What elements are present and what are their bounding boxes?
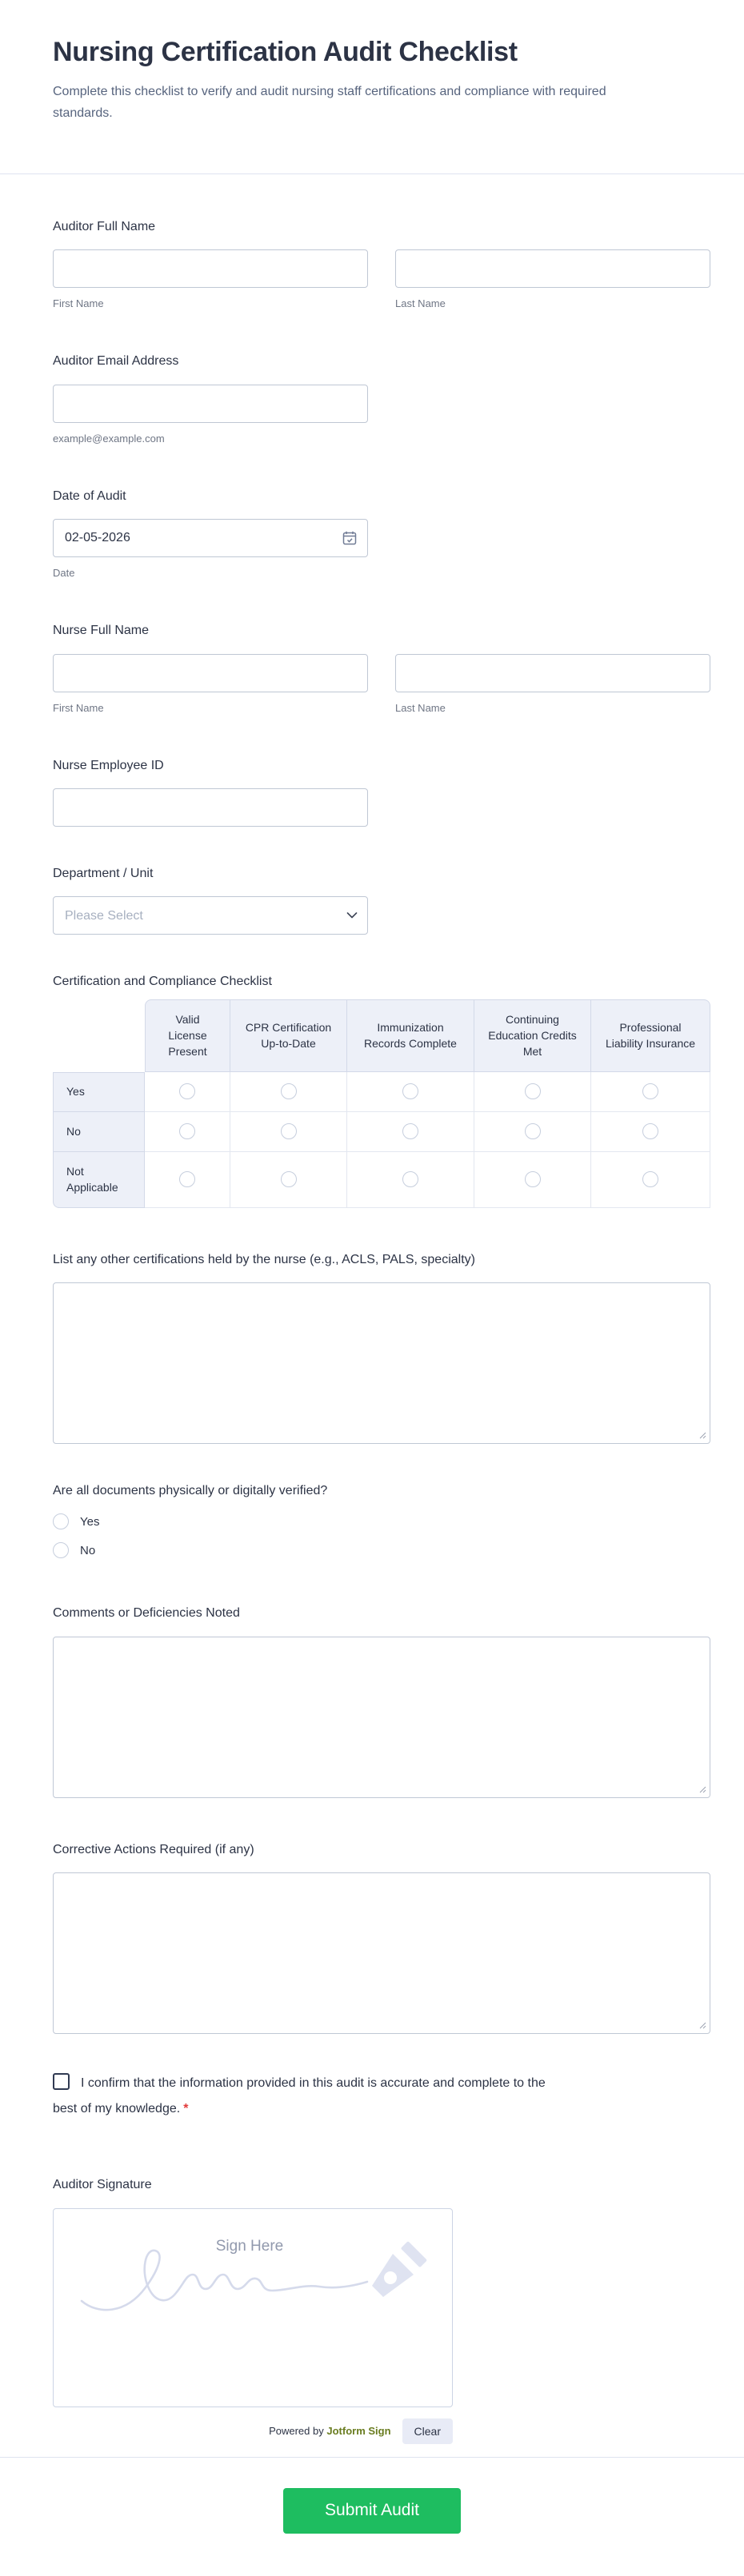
question-nurse-name <box>53 624 710 713</box>
matrix-row-header: No <box>53 1112 145 1152</box>
matrix-radio[interactable] <box>179 1171 195 1187</box>
question-nurse-id <box>53 759 710 827</box>
matrix-col-header: Immunization Records Complete <box>347 999 474 1072</box>
signature-label: Auditor Signature <box>53 2178 152 2192</box>
nurse-last-name-input[interactable] <box>395 654 710 692</box>
signature-pad[interactable] <box>53 2208 453 2407</box>
audit-date-input[interactable] <box>53 519 368 557</box>
signature-squiggle <box>82 2250 367 2309</box>
powered-by-text <box>269 2425 390 2437</box>
matrix-radio[interactable] <box>525 1123 541 1139</box>
verified-label: Are all documents physically or digitally verified? <box>53 1484 328 1498</box>
auditor-first-name-input[interactable] <box>53 249 368 288</box>
matrix-radio[interactable] <box>642 1123 658 1139</box>
auditor-email-sublabel: example@example.com <box>53 432 165 445</box>
form-header <box>0 0 744 174</box>
matrix-radio[interactable] <box>402 1171 418 1187</box>
powered-by-label: Powered by <box>269 2425 324 2438</box>
matrix-radio[interactable] <box>525 1083 541 1099</box>
matrix-radio[interactable] <box>642 1171 658 1187</box>
pen-icon <box>372 2241 427 2297</box>
question-corrective <box>53 1843 710 2034</box>
question-confirm <box>53 2071 549 2122</box>
matrix-col-header: CPR Certification Up-to-Date <box>230 999 347 1072</box>
signature-footer <box>53 2418 453 2444</box>
question-comments <box>53 1606 710 1797</box>
question-auditor-email <box>53 354 710 444</box>
nurse-id-input[interactable] <box>53 788 368 827</box>
verified-no-radio[interactable] <box>53 1542 69 1558</box>
verified-yes-radio[interactable] <box>53 1513 69 1529</box>
nurse-last-name-sublabel: Last Name <box>395 701 446 714</box>
matrix-label: Certification and Compliance Checklist <box>53 975 272 989</box>
audit-date-sublabel: Date <box>53 567 75 580</box>
matrix-col-header: Professional Liability Insurance <box>591 999 710 1072</box>
question-department <box>53 867 710 935</box>
auditor-last-name-sublabel: Last Name <box>395 297 446 310</box>
submit-button[interactable]: Submit Audit <box>283 2488 461 2534</box>
other-certs-label: List any other certifications held by the nurse (e.g., ACLS, PALS, specialty) <box>53 1252 475 1266</box>
auditor-email-input[interactable] <box>53 385 368 423</box>
audit-date-label: Date of Audit <box>53 488 126 503</box>
matrix-radio[interactable] <box>179 1123 195 1139</box>
form-subtitle: Complete this checklist to verify and audit nursing staff certifications and compliance with required standards. <box>53 85 606 121</box>
auditor-last-name-input[interactable] <box>395 249 710 288</box>
verified-option-yes[interactable] <box>53 1513 710 1529</box>
jotform-sign-brand: Jotform Sign <box>326 2425 391 2438</box>
matrix-col-header: Valid License Present <box>145 999 230 1072</box>
question-auditor-name <box>53 220 710 309</box>
auditor-name-label: Auditor Full Name <box>53 220 156 233</box>
sign-here-text: Sign Here <box>215 2237 284 2255</box>
question-verified <box>53 1484 710 1558</box>
question-compliance-matrix <box>53 975 710 1207</box>
nurse-id-label: Nurse Employee ID <box>53 758 164 772</box>
nurse-first-name-sublabel: First Name <box>53 701 104 714</box>
confirm-checkbox-row[interactable] <box>53 2076 546 2115</box>
form-footer <box>0 2457 744 2575</box>
corrective-textarea[interactable] <box>53 1872 710 2034</box>
matrix-radio[interactable] <box>281 1171 297 1187</box>
matrix-radio[interactable] <box>281 1123 297 1139</box>
department-label: Department / Unit <box>53 866 154 880</box>
required-asterisk: * <box>183 2102 189 2116</box>
nurse-name-label: Nurse Full Name <box>53 624 150 638</box>
question-signature <box>53 2178 710 2443</box>
department-select[interactable] <box>53 896 368 935</box>
verified-option-no[interactable] <box>53 1542 710 1558</box>
matrix-col-header: Continuing Education Credits Met <box>474 999 591 1072</box>
comments-label: Comments or Deficiencies Noted <box>53 1606 240 1621</box>
auditor-first-name-sublabel: First Name <box>53 297 104 310</box>
verified-no-label: No <box>80 1543 96 1557</box>
question-other-certs <box>53 1253 710 1444</box>
matrix-radio[interactable] <box>402 1083 418 1099</box>
question-audit-date <box>53 489 710 579</box>
confirm-label: I confirm that the information provided in this audit is accurate and complete to the best of my knowledge. <box>53 2076 546 2116</box>
matrix-row-header: Not Applicable <box>53 1152 145 1208</box>
matrix-radio[interactable] <box>402 1123 418 1139</box>
auditor-email-label: Auditor Email Address <box>53 354 179 369</box>
nurse-first-name-input[interactable] <box>53 654 368 692</box>
page-title: Nursing Certification Audit Checklist <box>53 37 518 67</box>
verified-yes-label: Yes <box>80 1514 100 1529</box>
sign-here-placeholder <box>54 2209 453 2329</box>
matrix-row-header: Yes <box>53 1072 145 1112</box>
clear-signature-button[interactable]: Clear <box>402 2418 453 2444</box>
matrix-corner-cell <box>53 999 145 1072</box>
compliance-matrix-table <box>53 999 710 1208</box>
comments-textarea[interactable] <box>53 1637 710 1798</box>
matrix-radio[interactable] <box>642 1083 658 1099</box>
confirm-checkbox[interactable] <box>53 2073 70 2090</box>
form-body <box>0 174 744 2444</box>
matrix-radio[interactable] <box>179 1083 195 1099</box>
matrix-radio[interactable] <box>281 1083 297 1099</box>
other-certs-textarea[interactable] <box>53 1282 710 1444</box>
matrix-radio[interactable] <box>525 1171 541 1187</box>
corrective-label: Corrective Actions Required (if any) <box>53 1842 254 1856</box>
